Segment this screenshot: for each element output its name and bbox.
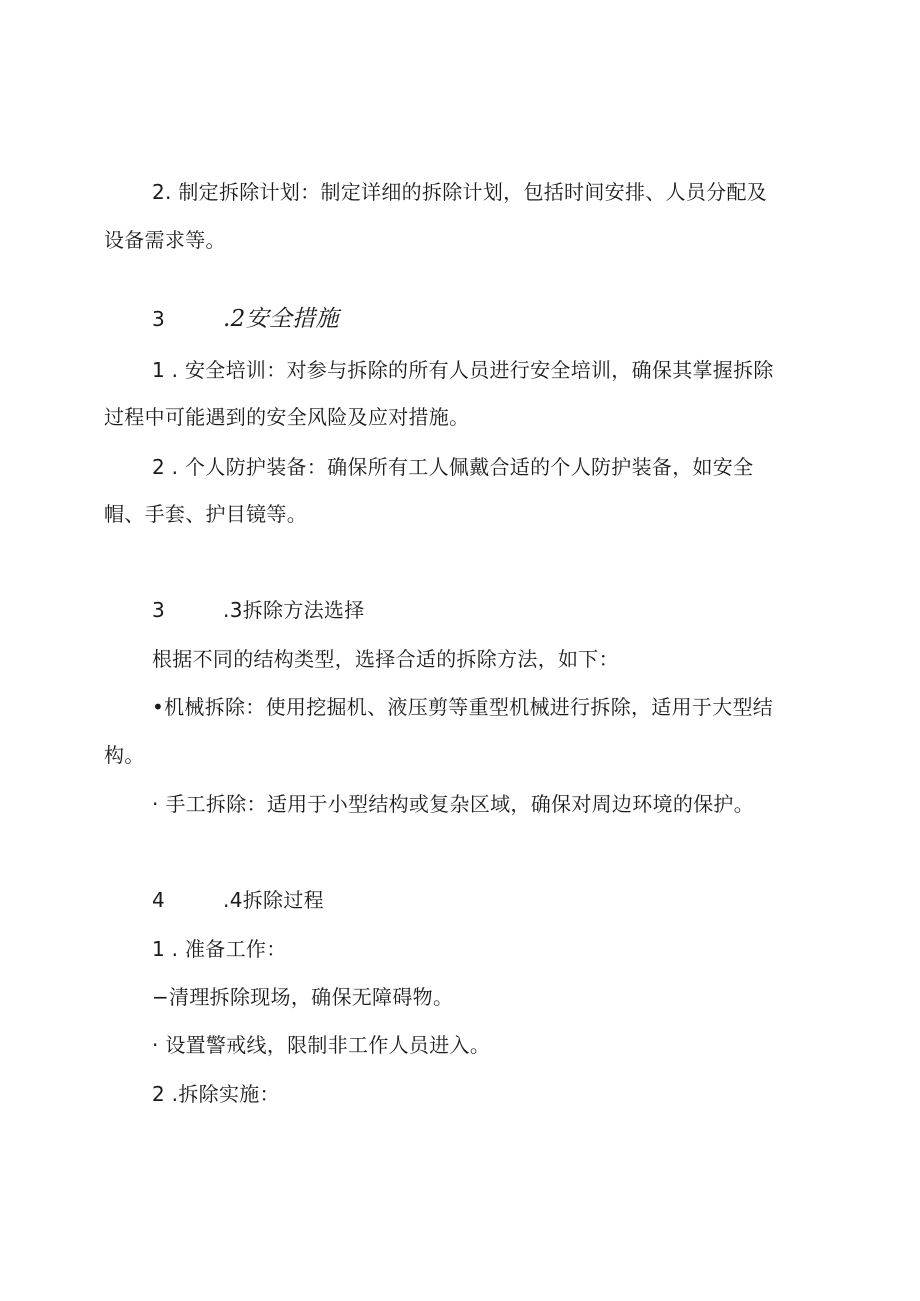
item-ppe-line-2: 帽、手套、护目镜等。 [104, 502, 307, 526]
section-title: .3拆除方法选择 [223, 598, 365, 622]
section-title: .4拆除过程 [223, 888, 324, 912]
bullet-mechanical-line-2: 构。 [104, 743, 145, 767]
section-heading-3-2 [152, 305, 339, 333]
item-ppe-line-1: 2 . 个人防护装备：确保所有工人佩戴合适的个人防护装备，如安全 [152, 455, 754, 479]
sub-clear-site: −清理拆除现场，确保无障碍物。 [152, 985, 454, 1009]
item-implementation: 2 .拆除实施： [152, 1082, 280, 1106]
item-plan-line-1: 2. 制定拆除计划：制定详细的拆除计划，包括时间安排、人员分配及 [152, 180, 768, 204]
section-heading-3-3 [152, 596, 365, 624]
section-heading-3-4 [152, 886, 324, 914]
section-title: .2安全措施 [223, 306, 339, 332]
sub-set-cordon: · 设置警戒线，限制非工作人员进入。 [152, 1033, 491, 1057]
item-preparation: 1 . 准备工作： [152, 937, 287, 961]
item-plan-line-2: 设备需求等。 [104, 228, 226, 252]
bullet-mechanical-line-1: •机械拆除：使用挖掘机、液压剪等重型机械进行拆除，适用于大型结 [152, 695, 774, 719]
bullet-manual: · 手工拆除：适用于小型结构或复杂区域，确保对周边环境的保护。 [152, 792, 755, 816]
item-training-line-1: 1 . 安全培训：对参与拆除的所有人员进行安全培训，确保其掌握拆除 [152, 358, 774, 382]
section-intro: 根据不同的结构类型，选择合适的拆除方法，如下： [152, 647, 619, 671]
section-number: 4 [152, 888, 166, 912]
section-number: 3 [152, 598, 166, 622]
item-training-line-2: 过程中可能遇到的安全风险及应对措施。 [104, 405, 470, 429]
section-number: 3 [152, 307, 166, 331]
